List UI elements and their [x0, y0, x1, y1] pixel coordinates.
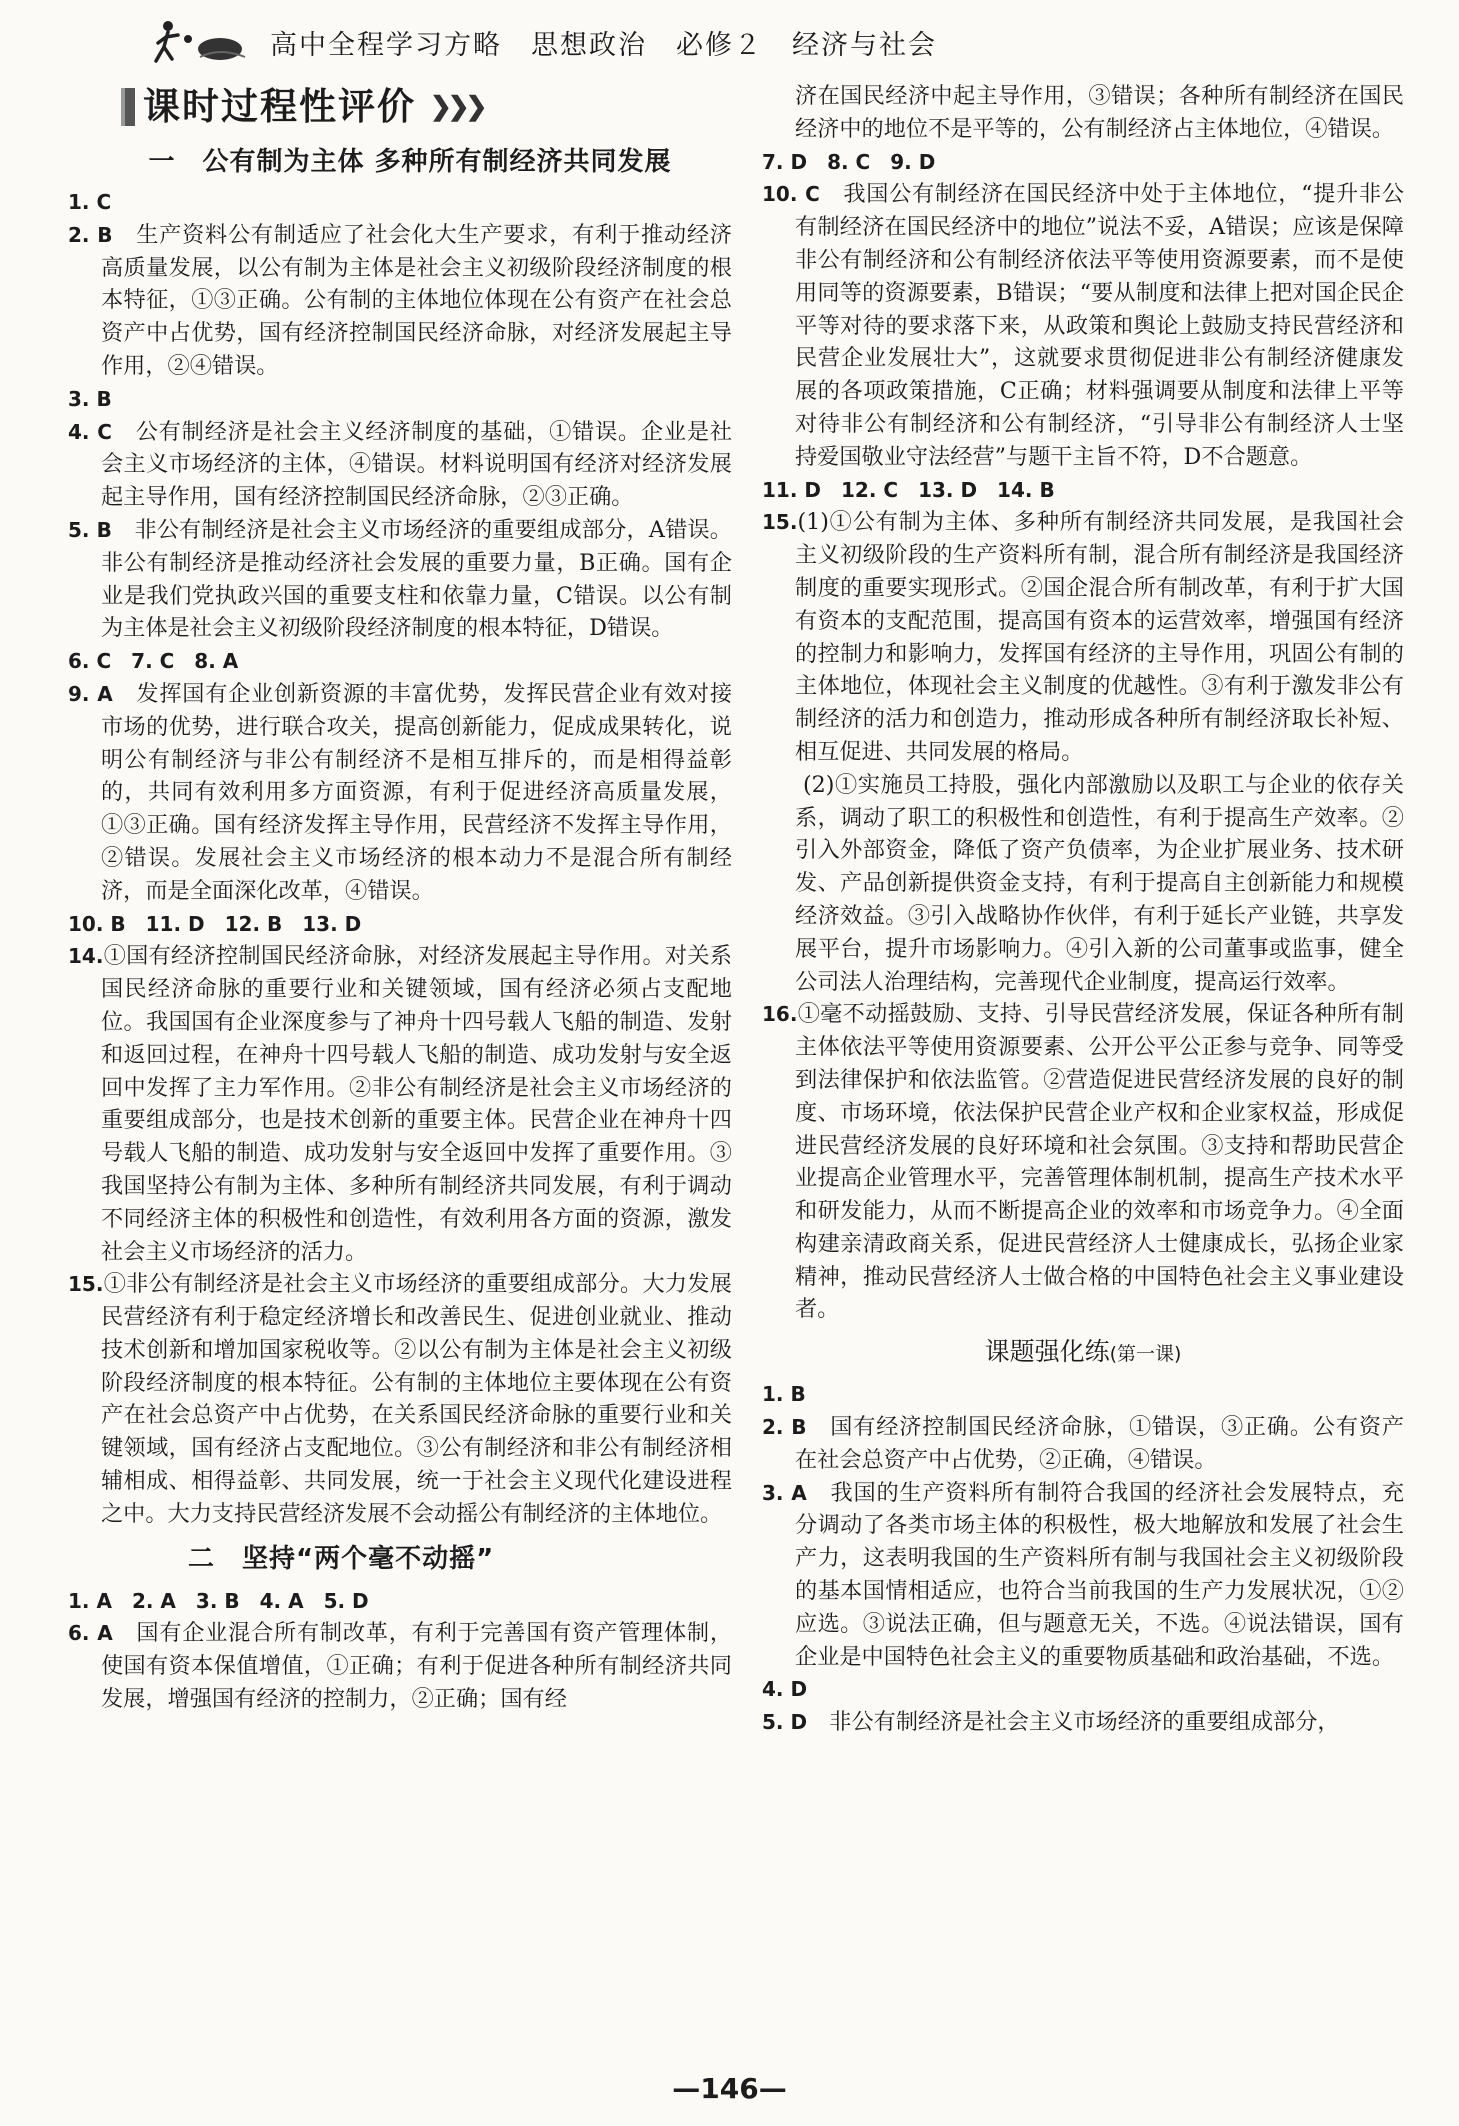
answer-item: 5. B 非公有制经济是社会主义市场经济的重要组成部分，A错误。非公有制经济是推动经济社会发展的重要力量，B正确。国有企业是我们党执政兴国的重要支柱和依靠力量，C错误。以公有制为主体是社会主义初级阶段经济制度的根本特征，D错误。	[68, 516, 732, 642]
answer-item: 7. D 8. C 9. D	[762, 149, 936, 174]
page-header	[150, 14, 1380, 70]
answer-item: 9. A 发挥国有企业创新资源的丰富优势，发挥民营企业有效对接市场的优势，进行联合攻关，提高创新能力，促成成果转化，说明公有制经济与非公有制经济不是相互排斥的，而是相得益彰的，共同有效利用多方面资源，有利于促进经济高质量发展，①③正确。国有经济发挥主导作用，民营经济不发挥主导作用，②错误。发展社会主义市场经济的根本动力不是混合所有制经济，而是全面深化改革，④错误。	[68, 680, 733, 904]
answer-item: 1. B	[762, 1382, 806, 1407]
section-title-2: 二 坚持“两个毫不动摇”	[188, 1543, 495, 1574]
answer-subpart: (2)①实施员工持股，强化内部激励以及职工与企业的依存关系，调动了职工的积极性和创造性，有利于提高生产效率。②引入外部资金，降低了资产负债率，为企业扩展业务、技术研发、产品创新提供资金支持，有利于提高自主创新能力和规模经济效益。③引入战略协作伙伴，有利于延长产业链，共享发展平台，提升市场影响力。④引入新的公司董事或监事，健全公司法人治理结构，完善现代企业制度，提高运行效率。	[795, 771, 1404, 995]
answer-item: 6. A 国有企业混合所有制改革，有利于完善国有资产管理体制，使国有资本保值增值，①正确；有利于促进各种所有制经济共同发展，增强国有经济的控制力，②正确；国有经	[68, 1620, 733, 1713]
answer-item: 2. B 国有经济控制国民经济命脉，①错误，③正确。公有资产在社会总资产中占优势，②正确，④错误。	[762, 1414, 1404, 1473]
answer-item: 3. A 我国的生产资料所有制符合我国的经济社会发展特点，充分调动了各类市场主体的积极性，极大地解放和发展了社会生产力，这表明我国的生产资料所有制与我国社会主义初级阶段的基本国情相适应，也符合当前我国的生产力发展状况，①②应选。③说法正确，但与题意无关，不选。④说法错误，国有企业是中国特色社会主义的重要物质基础和政治基础，不选。	[762, 1479, 1405, 1670]
banner-bar	[121, 88, 135, 126]
answer-item: 15.(1)①公有制为主体、多种所有制经济共同发展，是我国社会主义初级阶段的生产资料所有制，混合所有制经济是我国经济制度的重要实现形式。②国企混合所有制改革，有利于扩大国有资本的支配范围，提高国有资本的运营效率，增强国有经济的控制力和影响力，发挥国有经济的主导作用，巩固公有制的主体地位，体现社会主义制度的优越性。③有利于激发非公有制经济的活力和创造力，推动形成各种所有制经济取长补短、相互促进、共同发展的格局。	[762, 509, 1404, 765]
runner-logo-icon	[150, 17, 260, 67]
answer-item: 11. D 12. C 13. D 14. B	[762, 477, 1055, 502]
answer-item: 10. B 11. D 12. B 13. D	[68, 911, 362, 936]
chevron-right-icon: ❯❯❯	[430, 91, 484, 122]
right-column	[762, 80, 1404, 1739]
answer-item: 2. B 生产资料公有制适应了社会化大生产要求，有利于推动经济高质量发展，以公有制为主体是社会主义初级阶段经济制度的根本特征，①③正确。公有制的主体地位体现在公有资产在社会总资产中占优势，国有经济控制国民经济命脉，对经济发展起主导作用，②④错误。	[68, 221, 732, 379]
answer-item: 16.①毫不动摇鼓励、支持、引导民营经济发展，保证各种所有制主体依法平等使用资源要素、公开公平公正参与竞争、同等受到法律保护和依法监管。②营造促进民营经济发展的良好的制度、市场环境，依法保护民营企业产权和企业家权益，形成促进民营经济发展的良好环境和社会氛围。③支持和帮助民营企业提高企业管理水平，完善管理体制机制，提高生产技术水平和研发能力，从而不断提高企业的效率和市场竞争力。④全面构建亲清政商关系，促进民营经济人士健康成长，弘扬企业家精神，推动民营经济人士做合格的中国特色社会主义事业建设者。	[762, 1001, 1404, 1323]
answer-item: 5. D 非公有制经济是社会主义市场经济的重要组成部分，	[762, 1709, 1340, 1736]
lesson-title: 课题强化练(第一课)	[984, 1337, 1182, 1367]
answer-item: 6. C 7. C 8. A	[68, 649, 239, 674]
section-banner	[121, 76, 732, 138]
answer-item: 4. C 公有制经济是社会主义经济制度的基础，①错误。企业是社会主义市场经济的主体，④错误。材料说明国有经济对经济发展起主导作用，国有经济控制国民经济命脉，②③正确。	[68, 418, 733, 511]
answer-item: 15.①非公有制经济是社会主义市场经济的重要组成部分。大力发展民营经济有利于稳定经济增长和改善民生、促进创业就业、推动技术创新和增加国家税收等。②以公有制为主体是社会主义初级阶段经济制度的根本特征。公有制的主体地位主要体现在公有资产在社会总资产中占优势，在关系国民经济命脉的重要行业和关键领域，国有经济占支配地位。③公有制经济和非公有制经济相辅相成、相得益彰、共同发展，统一于社会主义现代化建设进程之中。大力支持民营经济发展不会动摇公有制经济的主体地位。	[68, 1271, 732, 1527]
answer-item: 4. D	[762, 1677, 808, 1702]
section-title-1: 一 公有制为主体 多种所有制经济共同发展	[148, 147, 672, 177]
page-number: —146—	[672, 2072, 787, 2105]
answer-item: 1. A 2. A 3. B 4. A 5. D	[68, 1588, 369, 1613]
header-title: 高中全程学习方略 思想政治 必修２ 经济与社会	[270, 29, 937, 61]
answer-item: 1. C	[68, 190, 112, 214]
answer-item: 3. B	[68, 386, 112, 411]
banner-title: 课时过程性评价	[143, 84, 416, 128]
answer-item: 14.①国有经济控制国民经济命脉，对经济发展起主导作用。对关系国民经济命脉的重要行业和关键领域，国有经济必须占支配地位。我国国有企业深度参与了神舟十四号载人飞船的制造、发射和返回过程，在神舟十四号载人飞船的制造、成功发射与安全返回中发挥了主力军作用。②非公有制经济是社会主义市场经济的重要组成部分，也是技术创新的重要主体。民营企业在神舟十四号载人飞船的制造、成功发射与安全返回中发挥了重要作用。③我国坚持公有制为主体、多种所有制经济共同发展，有利于调动不同经济主体的积极性和创造性，有效利用各方面的资源，激发社会主义市场经济的活力。	[68, 943, 732, 1265]
answer-continuation: 济在国民经济中起主导作用，③错误；各种所有制经济在国民经济中的地位不是平等的，公有制经济占主体地位，④错误。	[795, 83, 1404, 142]
answer-item: 10. C 我国公有制经济在国民经济中处于主体地位，“提升非公有制经济在国民经济中的地位”说法不妥，A错误；应该是保障非公有制经济和公有制经济依法平等使用资源要素，而不是使用同等的资源要素，B错误；“要从制度和法律上把对国企民企平等对待的要求落下来，从政策和舆论上鼓励支持民营经济和民营企业发展壮大”，这就要求贯彻促进非公有制经济健康发展的各项政策措施，C正确；材料强调要从制度和法律上平等对待非公有制经济和公有制经济，“引导非公有制经济人士坚持爱国敬业守法经营”与题干主旨不符，D不合题意。	[762, 181, 1405, 470]
left-column	[68, 76, 732, 1716]
